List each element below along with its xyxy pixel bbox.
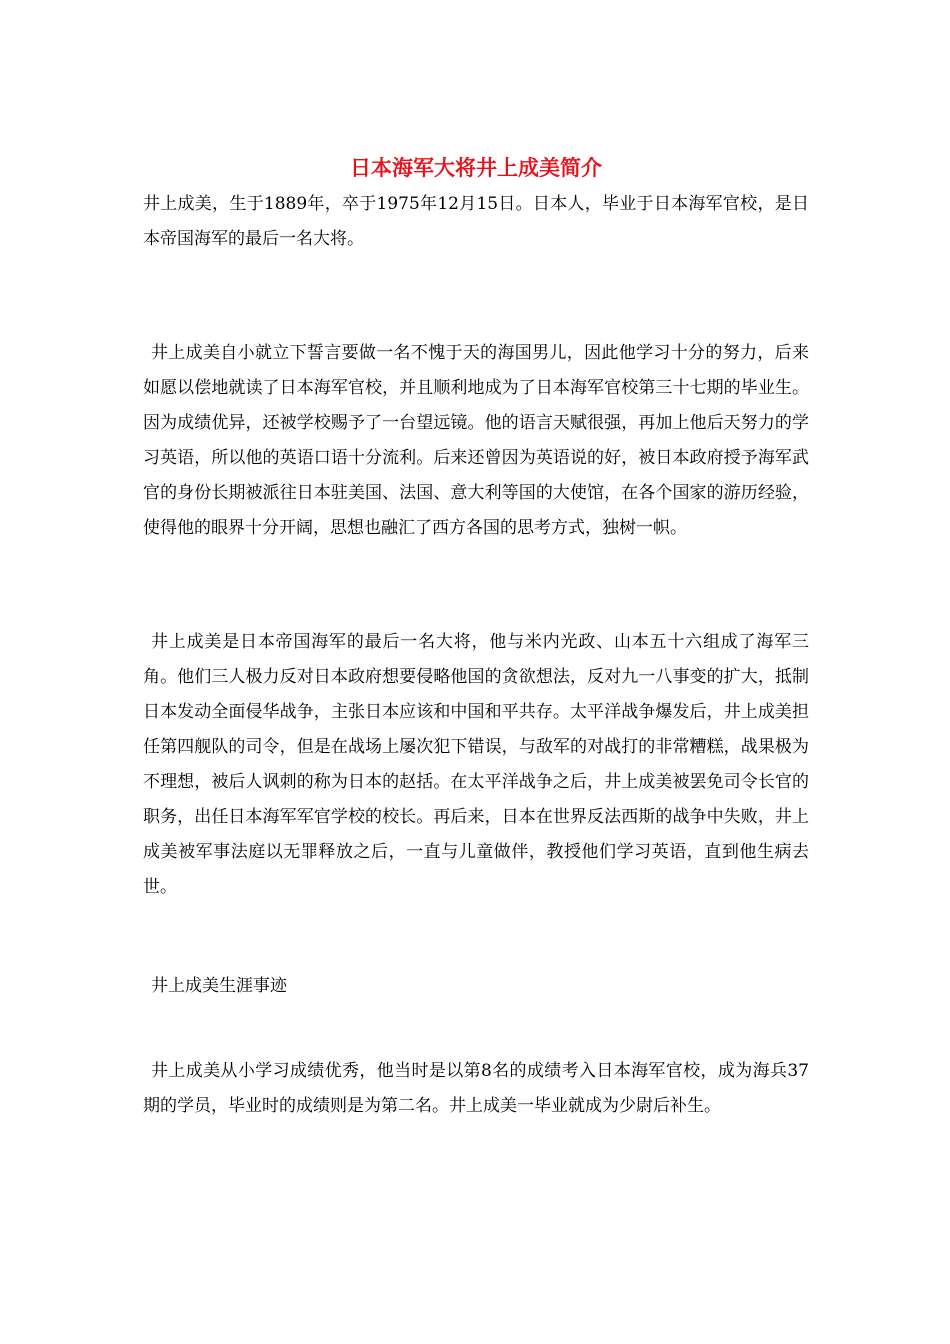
paragraph-spacer bbox=[143, 257, 809, 336]
navy-career-paragraph: 井上成美是日本帝国海军的最后一名大将，他与米内光政、山本五十六组成了海军三角。他们三人极力反对日本政府想要侵略他国的贪欲想法，反对九一八事变的扩大，抵制日本发动全面侵华战争，主张日本应该和中国和平共存。太平洋战争爆发后，井上成美担任第四舰队的司令，但是在战场上屡次犯下错误，与敌军的对战打的非常糟糕，战果极为不理想，被后人讽刺的称为日本的赵括。在太平洋战争之后，井上成美被罢免司令长官的职务，出任日本海军军官学校的校长。再后来，日本在世界反法西斯的战争中失败，井上成美被军事法庭以无罪释放之后，一直与儿童做伴，教授他们学习英语，直到他生病去世。 bbox=[143, 632, 809, 897]
intro-paragraph: 井上成美，生于1889年，卒于1975年12月15日。日本人，毕业于日本海军官校，是日本帝国海军的最后一名大将。 bbox=[143, 194, 809, 249]
career-facts-paragraph: 井上成美从小学习成绩优秀，他当时是以第8名的成绩考入日本海军官校，成为海兵37期的学员，毕业时的成绩则是为第二名。井上成美一毕业就成为少尉后补生。 bbox=[143, 1061, 809, 1116]
paragraph-spacer bbox=[143, 546, 809, 625]
document-title: 日本海军大将井上成美简介 bbox=[350, 155, 602, 180]
document-body bbox=[143, 153, 809, 1124]
early-life-paragraph: 井上成美自小就立下誓言要做一名不愧于天的海国男儿，因此他学习十分的努力，后来如愿以偿地就读了日本海军官校，并且顺利地成为了日本海军官校第三十七期的毕业生。因为成绩优异，还被学校赐予了一台望远镜。他的语言天赋很强，再加上他后天努力的学习英语，所以他的英语口语十分流利。后来还曾因为英语说的好，被日本政府授予海军武官的身份长期被派往日本驻美国、法国、意大利等国的大使馆，在各个国家的游历经验，使得他的眼界十分开阔，思想也融汇了西方各国的思考方式，独树一帜。 bbox=[143, 343, 809, 538]
section-heading: 井上成美生涯事迹 bbox=[151, 976, 287, 996]
paragraph-spacer bbox=[143, 905, 809, 969]
paragraph-spacer bbox=[143, 1004, 809, 1054]
